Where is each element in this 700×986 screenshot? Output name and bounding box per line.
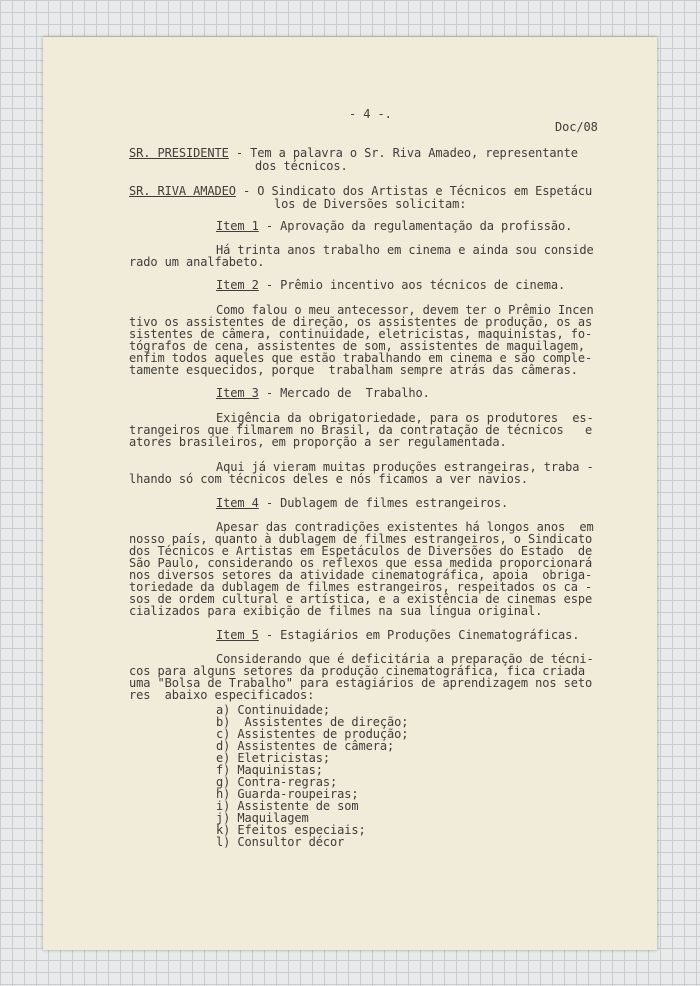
list-item: a) Continuidade; [216,703,330,717]
paragraph-line: Aqui já vieram muitas produções estrangeiras, traba - [216,460,594,474]
list-item: d) Assistentes de câmera; [216,739,395,753]
list-item: g) Contra-regras; [216,775,338,789]
document-reference: Doc/08 [555,120,598,134]
list-item: h) Guarda-roupeiras; [216,787,359,801]
paragraph-line: Apesar das contradições existentes há longos anos em [216,520,594,534]
item-5-heading [216,629,579,642]
paragraph-line: nosso país, quanto à dublagem de filmes estrangeiros, o Sindicato [129,532,593,546]
list-item: i) Assistente de som [216,799,359,813]
list-item: k) Efeitos especiais; [216,823,366,837]
item-title: - Aprovação da regulamentação da profissão. [258,219,573,233]
list-item: l) Consultor décor [216,835,345,849]
paragraph-line: rado um analfabeto. [129,255,265,269]
list-item: e) Eletricistas; [216,751,330,765]
speech-line: dos técnicos. [255,159,348,173]
paragraph-line: dos Técnicos e Artistas em Espetáculos de Diversões do Estado de [129,544,593,558]
list-item: b) Assistentes de direção; [216,715,409,729]
paragraph-line: Como falou o meu antecessor, devem ter o Prêmio Incen [216,303,594,317]
item-label: Item 2 [216,278,259,292]
item-title: - Dublagem de filmes estrangeiros. [258,496,509,510]
paragraph-line: trangeiros que filmarem no Brasil, da contratação de técnicos e [129,423,593,437]
paragraph-line: Há trinta anos trabalho em cinema e ainda sou conside [216,243,594,257]
page-number: - 4 -. [349,107,392,121]
item-label: Item 5 [216,628,259,642]
paragraph-line: nos diversos setores da atividade cinematográfica, apoia obriga- [129,568,593,582]
item-title: - Estagiários em Produções Cinematográficas. [258,628,580,642]
paragraph-line: Exigência da obrigatoriedade, para os produtores es- [216,411,594,425]
item-title: - Prêmio incentivo aos técnicos de cinema. [258,278,566,292]
paragraph-line: toriedade da dublagem de filmes estrangeiros, respeitados os ca - [129,580,593,594]
list-item: c) Assistentes de produção; [216,727,409,741]
item-3-heading [216,387,430,400]
paragraph-line: enfim todos aqueles que estão trabalhando em cinema e são comple- [129,351,593,365]
speech-line: - O Sindicato dos Artistas e Técnicos em Espetácu [235,184,593,198]
item-title: - Mercado de Trabalho. [258,386,430,400]
paragraph-line: São Paulo, considerando os reflexos que essa medida proporcionará [129,556,593,570]
speaker-riva-amadeo: SR. RIVA AMADEO [129,184,236,198]
item-2-heading [216,279,565,292]
speaker-presidente: SR. PRESIDENTE [129,146,229,160]
paragraph-line: res abaixo especificados: [129,688,315,702]
paragraph-line: Considerando que é deficitária a preparação de técni- [216,652,594,666]
paragraph-line: cializados para exibição de filmes na sua língua original. [129,604,543,618]
paragraph-line: uma "Bolsa de Trabalho" para estagiários de aprendizagem nos seto [129,676,593,690]
list-item: f) Maquinistas; [216,763,323,777]
item-1-heading [216,220,572,233]
item-label: Item 3 [216,386,259,400]
item-4-heading [216,497,508,510]
speaker-presidente-line [129,147,578,160]
paragraph-line: sos de ordem cultural e artística, e a existência de cinemas espe [129,592,593,606]
paragraph-line: atores brasileiros, em proporção a ser regulamentada. [129,435,507,449]
speech-line: - Tem a palavra o Sr. Riva Amadeo, representante [228,146,578,160]
paragraph-line: tamente esquecidos, porque trabalham sempre atrás das câmeras. [129,363,578,377]
paragraph-line: tógrafos de cena, assistentes de som, assistentes de maquilagem, [129,339,585,353]
item-label: Item 4 [216,496,259,510]
item-label: Item 1 [216,219,259,233]
paragraph-line: tivo os assistentes de direção, os assistentes de produção, os as [129,315,593,329]
list-item: j) Maquilagem [216,811,309,825]
speech-line: los de Diversões solicitam: [274,197,467,211]
paragraph-line: lhando só com técnicos deles e nós ficamos a ver navios. [129,472,528,486]
paragraph-line: cos para alguns setores da produção cinematográfica, fica criada [129,664,585,678]
typewritten-page [43,37,657,950]
paragraph-line: sistentes de câmera, continuidade, eletricistas, maquinistas, fo- [129,327,593,341]
